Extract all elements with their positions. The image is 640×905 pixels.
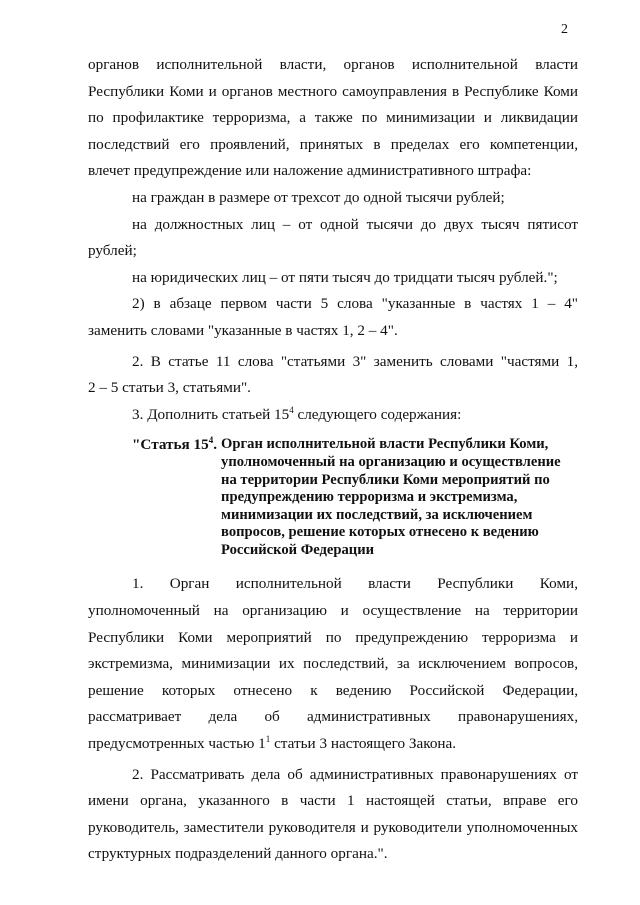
text-line: имени органа, указанного в части 1 настоящей статьи, вправе его [88,792,578,810]
text-line: Республики Коми мероприятий по предупреждению терроризма и [88,628,578,646]
item-2-continued: заменить словами "указанные в частях 1, 2 – 4". [88,321,398,339]
paragraph-3: 3. Дополнить статьей $15^4$ следующего содержания: [132,404,462,423]
article-part-1: 1. Орган исполнительной власти Республики Коми, [132,575,578,593]
text-line: структурных подразделений данного органа.". [88,845,388,863]
text-line: последствий его проявлений, принятых в пределах его компетенции, [88,135,578,153]
fine-legal-entities: на юридических лиц – от пяти тысяч до тридцати тысяч рублей."; [132,268,558,286]
item-2: 2) в абзаце первом части 5 слова "указанные в частях 1 – 4" [132,295,578,313]
article-label: "Статья $15^4$. [132,435,218,454]
fine-officials: на должностных лиц – от одной тысячи до двух тысяч пятисот [132,215,578,233]
text-line: Республики Коми и органов местного самоуправления в Республике Коми [88,82,578,100]
body-text [88,52,578,868]
text-line: по профилактике терроризма, а также по минимизации и ликвидации [88,109,578,127]
text-line: экстремизма, минимизации их последствий, за исключением вопросов, [88,655,578,673]
text-line: рассматривает дела об административных правонарушениях, [88,708,578,726]
text-line: руководитель, заместители руководителя и руководители уполномоченных [88,818,578,836]
paragraph-2-continued: 2 – 5 статьи 3, статьями". [88,379,251,397]
page-number: 2 [561,22,568,37]
paragraph-2: 2. В статье 11 слова "статьями 3" заменить словами "частями 1, [132,352,578,370]
article-heading [132,432,578,559]
text-line: уполномоченный на организацию и осуществление на территории [88,602,578,620]
fine-citizens: на граждан в размере от трехсот до одной тысячи рублей; [132,188,505,206]
article-title: Орган исполнительной власти Республики Коми, уполномоченный на организацию и осуществление на территории Республики Коми мероприятий по предупреждению терроризма и экстремизма, минимизации их последствий, за исключением вопросов, решение которых отнесено к ведению Российской Федерации [221,436,561,558]
article-part-2: 2. Рассматривать дела об административных правонарушениях от [132,765,578,783]
fine-officials-continued: рублей; [88,242,137,260]
text-line: влечет предупреждение или наложение административного штрафа: [88,162,532,180]
text-line: предусмотренных частью $1^1$ статьи 3 настоящего Закона. [88,734,457,753]
text-line: решение которых отнесено к ведению Российской Федерации, [88,681,578,699]
text-line: органов исполнительной власти, органов исполнительной власти [88,56,578,73]
